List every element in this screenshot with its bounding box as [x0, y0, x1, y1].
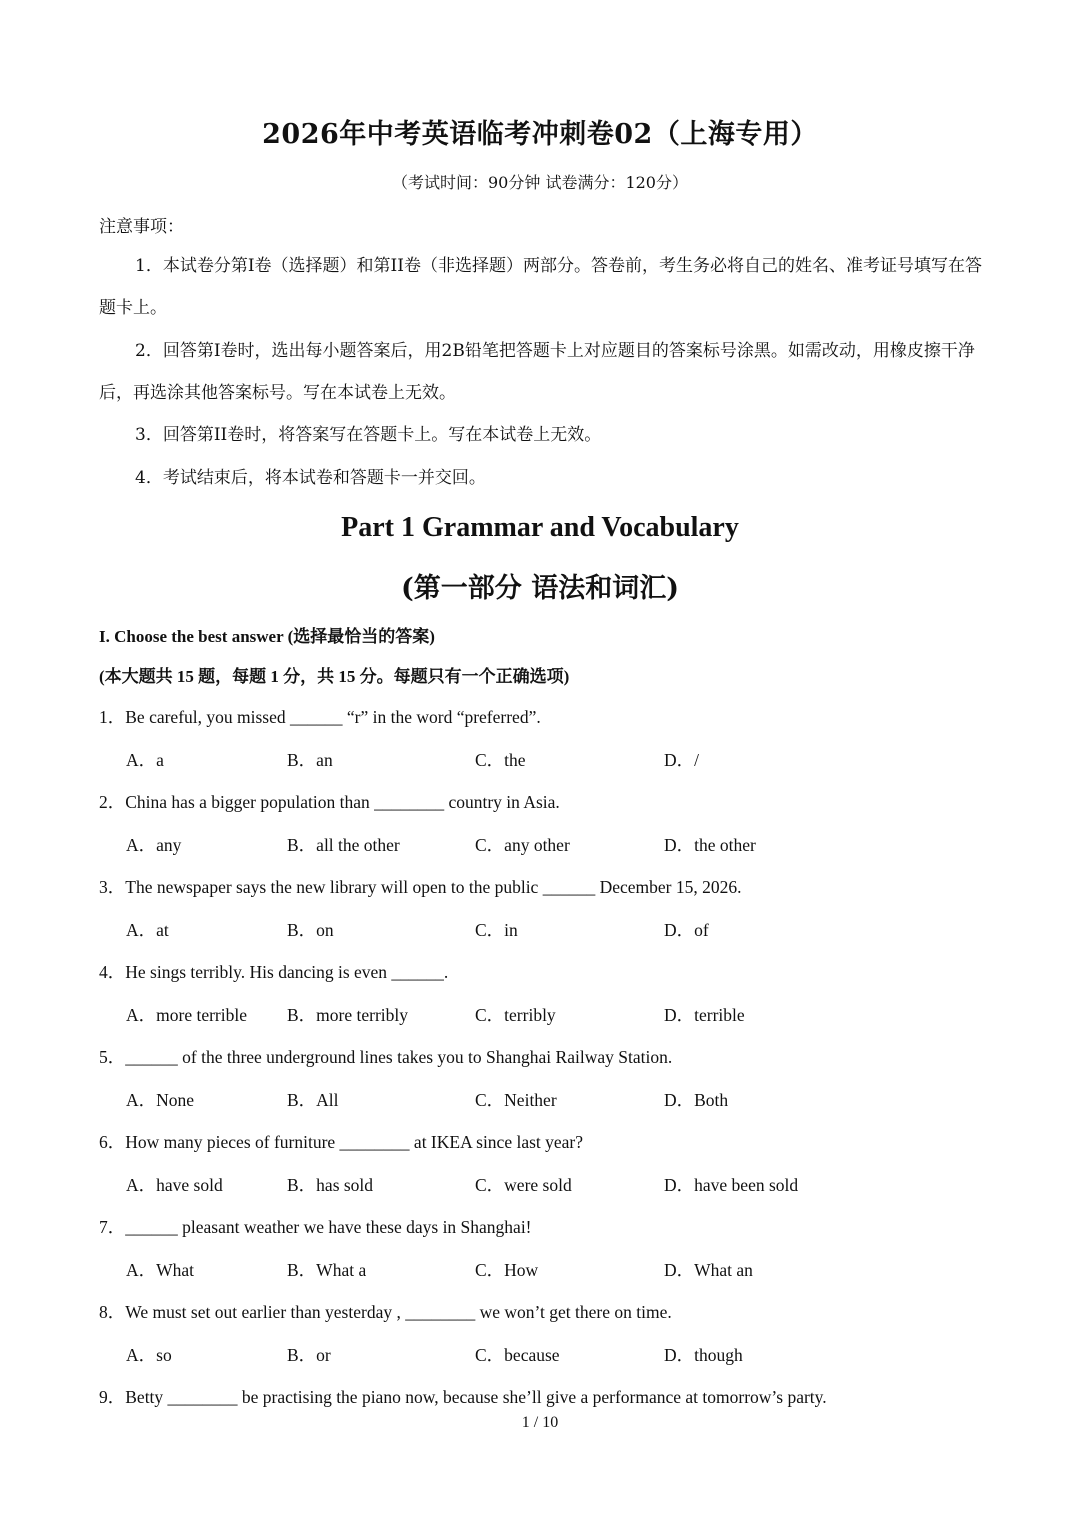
exam-info: （考试时间：90分钟 试卷满分：120分） [392, 173, 688, 192]
option-b: B．all the other [287, 835, 400, 855]
option-d: D．/ [664, 750, 699, 770]
option-c: C．How [475, 1260, 539, 1280]
option-d: D．though [664, 1345, 743, 1365]
option-d: D．Both [664, 1090, 729, 1110]
notice-item-3: 3．回答第II卷时，将答案写在答题卡上。写在本试卷上无效。 [135, 425, 602, 445]
option-d: D．have been sold [664, 1175, 799, 1195]
option-d: D．terrible [664, 1005, 745, 1025]
option-a: A．What [126, 1260, 195, 1280]
option-c: C．Neither [475, 1090, 557, 1110]
option-b: B．on [287, 920, 334, 940]
option-c: C．were sold [475, 1175, 572, 1195]
notice-heading: 注意事项： [99, 217, 184, 237]
page-number: 1 / 10 [521, 1414, 559, 1431]
options-6 [126, 1172, 986, 1198]
option-c: C．the [475, 750, 526, 770]
question-5: 5．______ of the three underground lines takes you to Shanghai Railway Station. [99, 1047, 673, 1067]
question-8: 8．We must set out earlier than yesterday , ________ we won’t get there on time. [99, 1302, 672, 1322]
question-4: 4．He sings terribly. His dancing is even ______. [99, 962, 449, 982]
options-7 [126, 1257, 986, 1283]
option-a: A．more terrible [126, 1005, 247, 1025]
option-a: A．None [126, 1090, 195, 1110]
option-b: B．All [287, 1090, 339, 1110]
option-a: A．any [126, 835, 182, 855]
part-title: Part 1 Grammar and Vocabulary [341, 512, 739, 543]
option-b: B．more terribly [287, 1005, 409, 1025]
option-b: B．an [287, 750, 333, 770]
options-5 [126, 1087, 986, 1113]
options-1 [126, 747, 986, 773]
options-4 [126, 1002, 986, 1028]
option-c: C．because [475, 1345, 560, 1365]
notice-item-2: 2．回答第I卷时，选出每小题答案后，用2B铅笔把答题卡上对应题目的答案标号涂黑。如需改动，用橡皮擦干净后，再选涂其他答案标号。写在本试卷上无效。 [99, 341, 975, 403]
question-1: 1．Be careful, you missed ______ “r” in the word “preferred”. [99, 707, 541, 727]
option-a: A．a [126, 750, 164, 770]
section-title: I. Choose the best answer (选择最恰当的答案) [99, 627, 435, 646]
option-d: D．What an [664, 1260, 753, 1280]
option-b: B．or [287, 1345, 331, 1365]
part-subtitle: (第一部分 语法和词汇) [401, 573, 679, 604]
option-a: A．at [126, 920, 169, 940]
option-c: C．terribly [475, 1005, 556, 1025]
section-instruction: (本大题共 15 题，每题 1 分，共 15 分。每题只有一个正确选项) [99, 667, 570, 686]
option-b: B．What a [287, 1260, 367, 1280]
option-d: D．the other [664, 835, 756, 855]
question-7: 7．______ pleasant weather we have these days in Shanghai! [99, 1217, 532, 1237]
option-a: A．have sold [126, 1175, 223, 1195]
question-2: 2．China has a bigger population than ________ country in Asia. [99, 792, 560, 812]
options-2 [126, 832, 986, 858]
option-c: C．any other [475, 835, 570, 855]
options-3 [126, 917, 986, 943]
notice-item-1: 1．本试卷分第I卷（选择题）和第II卷（非选择题）两部分。答卷前，考生务必将自己的姓名、准考证号填写在答题卡上。 [99, 256, 982, 318]
notice-item-4: 4．考试结束后，将本试卷和答题卡一并交回。 [135, 468, 486, 488]
question-3: 3．The newspaper says the new library will open to the public ______ December 15, 2026. [99, 877, 742, 897]
options-8 [126, 1342, 986, 1368]
question-6: 6．How many pieces of furniture ________ at IKEA since last year? [99, 1132, 584, 1152]
option-c: C．in [475, 920, 518, 940]
page-title: 2026年中考英语临考冲刺卷02（上海专用） [262, 119, 818, 150]
option-d: D．of [664, 920, 709, 940]
option-a: A．so [126, 1345, 172, 1365]
question-9: 9．Betty ________ be practising the piano now, because she’ll give a performance at tomorrow’s party. [99, 1387, 827, 1407]
option-b: B．has sold [287, 1175, 374, 1195]
